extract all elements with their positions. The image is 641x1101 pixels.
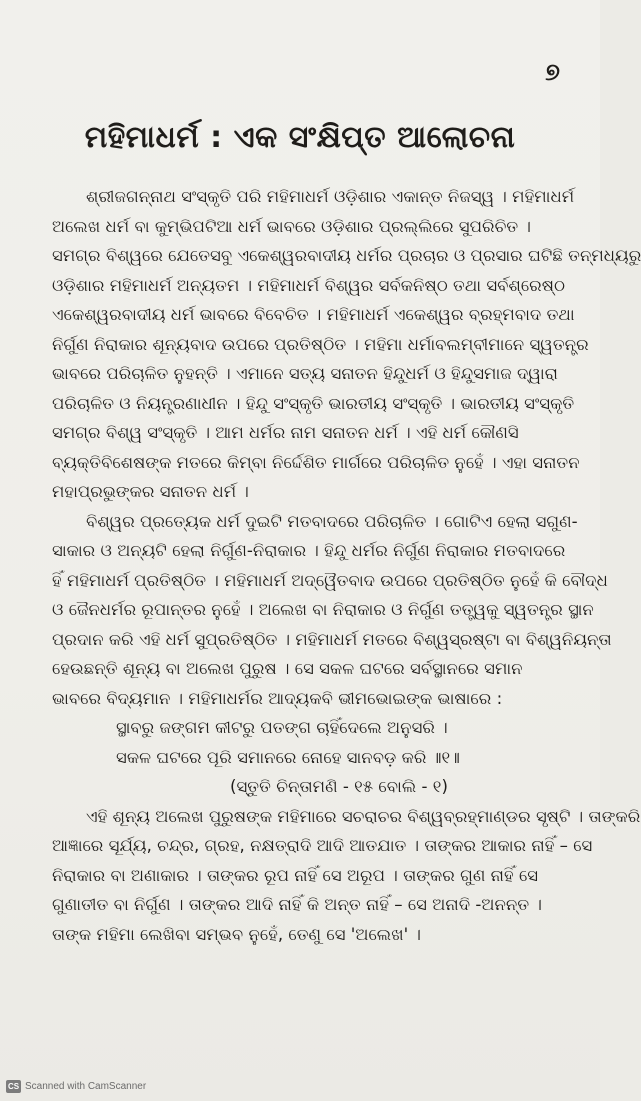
text-line: ପ୍ରଦାନ କରି ଏହି ଧର୍ମ ସୁପ୍ରତିଷ୍ଠିତ । ମହିମାଧର୍ମ ମତରେ ବିଶ୍ୱସ୍ରଷ୍ଟା ବା ବିଶ୍ୱନିୟନ୍ତା [52,629,612,649]
chapter-title: ମହିମାଧର୍ମ : ଏକ ସଂକ୍ଷିପ୍ତ ଆଲୋଚନା [84,120,516,155]
text-line: ଏହି ଶୂନ୍ୟ ଅଲେଖ ପୁରୁଷଙ୍କ ମହିମାରେ ସଚରାଚର ବିଶ୍ୱବ୍ରହ୍ମାଣ୍ଡର ସୃଷ୍ଟି । ତାଙ୍କରି [86,806,641,826]
text-line: (ସ୍ତୁତି ଚିନ୍ତାମଣି - ୧୫ ବୋଲି - ୧) [230,777,448,796]
text-line: ତାଙ୍କ ମହିମା ଲେଖିବା ସମ୍ଭବ ନୁହେଁ, ତେଣୁ ସେ 'ଅଲେଖ' । [52,924,421,944]
scanner-watermark [6,1080,146,1093]
text-line: ସାକାର ଓ ଅନ୍ୟଟି ହେଲା ନିର୍ଗୁଣ-ନିରାକାର । ହିନ୍ଦୁ ଧର୍ମର ନିର୍ଗୁଣ ନିରାକାର ମତବାଦରେ [52,541,566,560]
body-text [52,182,641,949]
text-line: ହେଉଛନ୍ତି ଶୂନ୍ୟ ବା ଅଲେଖ ପୁରୁଷ । ସେ ସକଳ ଘଟରେ ସର୍ବସ୍ଥାନରେ ସମାନ [52,659,523,678]
page-number: ୭ [545,58,560,86]
text-line: ଶ୍ରୀଜଗନ୍ନାଥ ସଂସ୍କୃତି ପରି ମହିମାଧର୍ମ ଓଡ଼ିଶାର ଏକାନ୍ତ ନିଜସ୍ୱ । ମହିମାଧର୍ମ [86,187,575,206]
text-line: ଏକେଶ୍ୱରବାଦୀୟ ଧର୍ମ ଭାବରେ ବିବେଚିତ । ମହିମାଧର୍ମ ଏକେଶ୍ୱର ବ୍ରହ୍ମବାଦ ତଥା [52,305,575,324]
camscanner-logo-icon: CS [7,1082,20,1091]
text-line: ହିଁ ମହିମାଧର୍ମ ପ୍ରତିଷ୍ଠିତ । ମହିମାଧର୍ମ ଅଦ୍ୱୈତବାଦ ଉପରେ ପ୍ରତିଷ୍ଠିତ ନୁହେଁ କି ବୌଦ୍ଧ [52,570,608,590]
text-line: ନିର୍ଗୁଣ ନିରାକାର ଶୂନ୍ୟବାଦ ଉପରେ ପ୍ରତିଷ୍ଠିତ । ମହିମା ଧର୍ମାବଲମ୍ବୀମାନେ ସ୍ୱତନ୍ତ୍ର [52,334,589,354]
text-line: ଓଡ଼ିଶାର ମହିମାଧର୍ମ ଅନ୍ୟତମ । ମହିମାଧର୍ମ ବିଶ୍ୱର ସର୍ବକନିଷ୍ଠ ତଥା ସର୍ବଶ୍ରେଷ୍ଠ [52,275,566,295]
text-line: ସ୍ଥାବରୁ ଜଙ୍ଗମ କୀଟରୁ ପତଙ୍ଗ ଚାହିଁଦେଲେ ଅନୁସରି । [116,718,448,737]
text-line: ଓ ଜୈନଧର୍ମର ରୂପାନ୍ତର ନୁହେଁ । ଅଲେଖ ବା ନିରାକାର ଓ ନିର୍ଗୁଣ ତତ୍ତ୍ୱକୁ ସ୍ୱତନ୍ତ୍ର ସ୍ଥାନ [52,600,594,619]
text-line: ପରିଚାଳିତ ଓ ନିୟନ୍ତ୍ରଣାଧୀନ । ହିନ୍ଦୁ ସଂସ୍କୃତି ଭାରତୀୟ ସଂସ୍କୃତି । ଭାରତୀୟ ସଂସ୍କୃତି [52,393,575,413]
text-line: ଭାବରେ ବିଦ୍ୟମାନ । ମହିମାଧର୍ମର ଆଦ୍ୟକବି ଭୀମଭୋଇଙ୍କ ଭାଷାରେ : [52,688,503,708]
text-line: ଭାବରେ ପରିଚାଳିତ ନୁହନ୍ତି । ଏମାନେ ସତ୍ୟ ସନାତନ ହିନ୍ଦୁଧର୍ମ ଓ ହିନ୍ଦୁସମାଜ ଦ୍ୱାରା [52,364,558,383]
text-line: ନିରାକାର ବା ଅଣାକାର । ତାଙ୍କର ରୂପ ନାହିଁ ସେ ଅରୂପ । ତାଙ୍କର ଗୁଣ ନାହିଁ ସେ [52,865,539,885]
text-line: ସମଗ୍ର ବିଶ୍ୱରେ ଯେତେସବୁ ଏକେଶ୍ୱରବାଦୀୟ ଧର୍ମର ପ୍ରଚାର ଓ ପ୍ରସାର ଘଟିଛି ତନ୍ମଧ୍ୟରୁ [52,246,641,265]
text-line: ଆଜ୍ଞାରେ ସୂର୍ଯ୍ୟ, ଚନ୍ଦ୍ର, ଗ୍ରହ, ନକ୍ଷତ୍ରାଦି ଆଦି ଆତଯାତ । ତାଙ୍କର ଆକାର ନାହିଁ – ସେ [52,836,593,855]
text-line: ଗୁଣାତୀତ ବା ନିର୍ଗୁଣ । ତାଙ୍କର ଆଦି ନାହିଁ କି ଅନ୍ତ ନାହିଁ – ସେ ଅନାଦି -ଅନନ୍ତ । [52,895,542,914]
watermark-text: Scanned with CamScanner [25,1081,147,1092]
text-line: ଅଲେଖ ଧର୍ମ ବା କୁମ୍ଭିପଟିଆ ଧର୍ମ ଭାବରେ ଓଡ଼ିଶାର ପ୍ରଲ୍ଲିରେ ସୁପରିଚିତ । [52,216,531,236]
text-line: ମହାପ୍ରଭୁଙ୍କର ସନାତନ ଧର୍ମ । [52,482,249,501]
text-line: ବ୍ୟକ୍ତିବିଶେଷଙ୍କ ମତରେ କିମ୍ବା ନିର୍ଦ୍ଦେଶିତ ମାର୍ଗରେ ପରିଚାଳିତ ନୁହେଁ । ଏହା ସନାତନ [52,452,580,472]
text-line: ସମଗ୍ର ବିଶ୍ୱ ସଂସ୍କୃତି । ଆମ ଧର୍ମର ନାମ ସନାତନ ଧର୍ମ । ଏହି ଧର୍ମ କୌଣସି [52,423,519,442]
text-line: ସକଳ ଘଟରେ ପୂରି ସମାନରେ ନୋହେ ସାନବଡ଼ କରି ॥୧॥ [116,747,460,767]
text-line: ବିଶ୍ୱର ପ୍ରତ୍ୟେକ ଧର୍ମ ଦୁଇଟି ମତବାଦରେ ପରିଚାଳିତ । ଗୋଟିଏ ହେଲା ସଗୁଣ- [86,511,578,531]
